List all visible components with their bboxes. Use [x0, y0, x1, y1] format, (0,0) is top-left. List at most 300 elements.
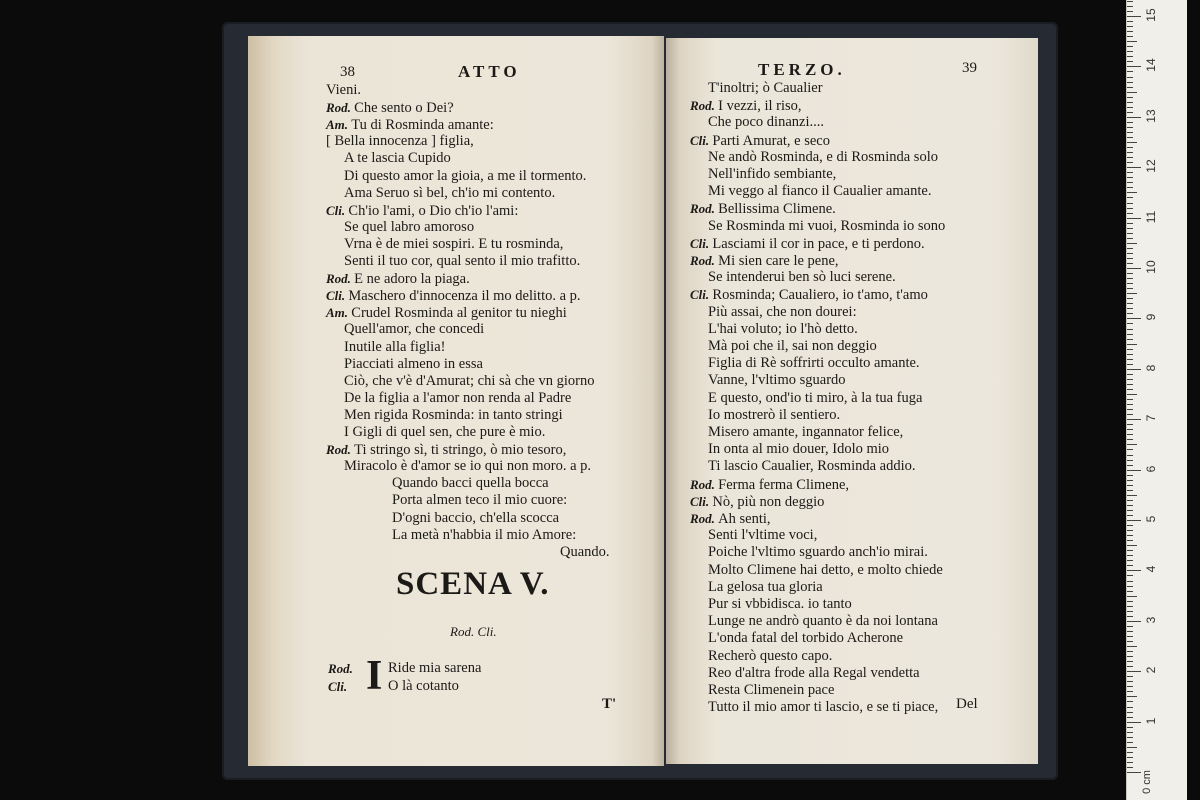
line-text: Bellissima Climene.	[718, 201, 836, 218]
ruler-tick	[1127, 510, 1133, 511]
ruler-tick	[1127, 187, 1133, 188]
ruler-unit-label: 0 cm	[1140, 770, 1153, 794]
line-text: Ride mia sarena	[388, 660, 482, 676]
ruler-tick	[1127, 570, 1141, 571]
text-line	[690, 235, 925, 253]
ruler-tick	[1127, 681, 1133, 682]
ruler-tick	[1127, 132, 1133, 133]
ruler-tick	[1127, 560, 1133, 561]
drop-cap-initial: I	[366, 653, 383, 699]
speaker-label: Cli.	[326, 288, 349, 304]
text-line	[344, 150, 451, 167]
ruler-tick	[1127, 707, 1133, 708]
ruler-tick	[1127, 167, 1141, 168]
text-line	[326, 133, 474, 150]
ruler-tick	[1127, 127, 1133, 128]
ruler-tick	[1127, 11, 1133, 12]
ruler-tick	[1127, 455, 1133, 456]
line-text: Io mostrerò il sentiero.	[708, 406, 841, 423]
text-line	[344, 458, 591, 475]
line-text: Più assai, che non dourei:	[708, 303, 857, 320]
ruler-tick	[1127, 621, 1141, 622]
ruler-number: 9	[1144, 314, 1158, 321]
line-text: Poiche l'vltimo sguardo anch'io mirai.	[708, 544, 928, 561]
ruler-tick	[1127, 318, 1141, 319]
text-line	[326, 99, 454, 117]
ruler-tick	[1127, 404, 1133, 405]
text-line	[708, 321, 858, 338]
ruler-tick	[1127, 581, 1133, 582]
ruler-tick	[1127, 434, 1133, 435]
ruler-tick	[1127, 772, 1141, 773]
text-line	[344, 390, 571, 407]
text-line	[708, 407, 840, 424]
text-line	[708, 527, 817, 544]
ruler-tick	[1127, 460, 1133, 461]
scene-title: SCENA V.	[396, 566, 550, 602]
ruler-tick	[1127, 656, 1133, 657]
ruler-tick	[1127, 394, 1137, 395]
text-line	[344, 424, 545, 441]
ruler-tick	[1127, 323, 1133, 324]
ruler-tick	[1127, 142, 1137, 143]
ruler-tick	[1127, 565, 1133, 566]
text-line	[708, 338, 877, 355]
text-line	[708, 562, 943, 579]
ruler-tick	[1127, 747, 1137, 748]
ruler-tick	[1127, 6, 1133, 7]
ruler-tick	[1127, 177, 1133, 178]
ruler-tick	[1127, 419, 1141, 420]
line-text: Che poco dinanzi....	[708, 114, 824, 131]
ruler-number: 8	[1144, 364, 1158, 372]
speaker-label: Rod.	[690, 476, 719, 492]
right-page	[666, 38, 1038, 764]
ruler-tick	[1127, 449, 1133, 450]
ruler-tick	[1127, 263, 1133, 264]
speaker-label: Rod.	[690, 253, 719, 268]
text-line	[690, 200, 836, 218]
text-line	[326, 304, 567, 322]
line-text: I Gigli di quel sen, che pure è mio.	[344, 424, 546, 440]
ruler-tick	[1127, 137, 1133, 138]
text-line	[344, 168, 586, 185]
page-number-right: 39	[962, 60, 977, 76]
line-text: T'inoltri; ò Caualier	[708, 80, 823, 96]
ruler-tick	[1127, 344, 1137, 345]
ruler-tick	[1127, 157, 1133, 158]
ruler-tick	[1127, 555, 1133, 556]
speaker-label: Rod.	[328, 661, 353, 676]
text-line	[326, 82, 361, 99]
ruler-number: 12	[1144, 159, 1158, 173]
ruler-tick	[1127, 329, 1133, 330]
speaker-label: Cli.	[328, 679, 348, 694]
line-text: Lunge ne andrò quanto è da noi lontana	[708, 613, 938, 630]
ruler-tick	[1127, 364, 1133, 365]
text-line	[708, 114, 824, 131]
ruler-tick	[1127, 97, 1133, 98]
line-text: Inutile alla figlia!	[344, 338, 446, 355]
line-text: A te lascia Cupido	[344, 150, 451, 167]
line-text: E questo, ond'io ti miro, à la tua fuga	[708, 389, 923, 406]
speaker-label: Cli.	[690, 493, 713, 509]
ruler-tick	[1127, 359, 1133, 360]
ruler-number: 11	[1144, 210, 1158, 223]
text-line	[690, 476, 849, 494]
text-line	[708, 269, 896, 286]
ruler-tick	[1127, 601, 1133, 602]
ruler-tick	[1127, 233, 1133, 234]
line-text: [ Bella innocenza ] figlia,	[326, 133, 474, 150]
ruler-tick	[1127, 102, 1133, 103]
line-text: Misero amante, ingannator felice,	[708, 424, 904, 440]
ruler-tick	[1127, 495, 1137, 496]
speaker-label: Am.	[326, 305, 352, 321]
line-text: L'onda fatal del torbido Acherone	[708, 630, 904, 647]
line-text: Vrna è de miei sospiri. E tu rosminda,	[344, 235, 564, 252]
ruler-tick	[1127, 51, 1133, 52]
text-line	[690, 97, 802, 115]
line-text: Ciò, che v'è d'Amurat; chi sà che vn giorno	[344, 372, 595, 389]
ruler-tick	[1127, 636, 1133, 637]
ruler-tick	[1127, 646, 1137, 647]
ruler-tick	[1127, 66, 1141, 67]
ruler-tick	[1127, 626, 1133, 627]
ruler-tick	[1127, 439, 1133, 440]
ruler-tick	[1127, 767, 1133, 768]
ruler-tick	[1127, 691, 1133, 692]
ruler-tick	[1127, 596, 1137, 597]
line-text: Ti stringo sì, ti stringo, ò mio tesoro,	[354, 442, 567, 459]
line-text: Che sento o Dei?	[354, 100, 454, 117]
ruler-tick	[1127, 631, 1133, 632]
line-text: Senti il tuo cor, qual sento il mio trafitto.	[344, 253, 581, 269]
text-line	[708, 424, 903, 441]
line-text: Tutto il mio amor ti lascio, e se ti piace,	[708, 699, 939, 716]
ruler-tick	[1127, 248, 1133, 249]
speaker-label: Rod.	[326, 442, 355, 458]
text-line	[708, 372, 846, 389]
text-line	[690, 510, 771, 528]
ruler-tick	[1127, 515, 1133, 516]
ruler-tick	[1127, 21, 1133, 22]
catchword-right: Del	[956, 696, 978, 712]
ruler-tick	[1127, 303, 1133, 304]
line-text: L'hai voluto; io l'hò detto.	[708, 320, 858, 337]
ruler-tick	[1127, 712, 1133, 713]
text-line	[708, 579, 823, 596]
ruler-tick	[1127, 575, 1133, 576]
line-text: Se Rosminda mi vuoi, Rosminda io sono	[708, 217, 946, 234]
line-text: Nell'infido sembiante,	[708, 166, 837, 182]
ruler-tick	[1127, 268, 1141, 269]
line-text: Se intenderui ben sò luci serene.	[708, 269, 896, 286]
ruler-number: 14	[1144, 58, 1158, 73]
ruler-tick	[1127, 535, 1133, 536]
ruler-tick	[1127, 213, 1133, 214]
ruler-tick	[1127, 298, 1133, 299]
ruler-tick	[1127, 409, 1133, 410]
ruler-tick	[1127, 203, 1133, 204]
ruler-tick	[1127, 122, 1133, 123]
ruler-tick	[1127, 61, 1133, 62]
ruler-number: 4	[1144, 566, 1158, 573]
ruler-tick	[1127, 258, 1133, 259]
speaker-label: Cli.	[690, 132, 713, 148]
ruler-tick	[1127, 172, 1133, 173]
ruler-tick	[1127, 36, 1133, 37]
ruler-tick	[1127, 238, 1133, 239]
text-line	[344, 185, 555, 202]
speaker-label: Rod.	[690, 98, 719, 114]
text-line	[690, 252, 839, 270]
ruler-number: 3	[1144, 616, 1158, 624]
ruler-tick	[1127, 762, 1133, 763]
ruler-number: 2	[1144, 666, 1158, 674]
text-line	[708, 596, 852, 613]
text-line	[326, 441, 566, 459]
line-text: Quando.	[560, 543, 610, 560]
ruler-tick	[1127, 107, 1133, 108]
line-text: Crudel Rosminda al genitor tu nieghi	[351, 305, 567, 322]
text-line	[392, 492, 567, 509]
ruler-tick	[1127, 520, 1141, 521]
ruler-tick	[1127, 208, 1133, 209]
ruler-tick	[1127, 505, 1133, 506]
line-text: La gelosa tua gloria	[708, 578, 823, 595]
ruler-tick	[1127, 197, 1133, 198]
ruler-tick	[1127, 26, 1133, 27]
ruler-tick	[1127, 313, 1133, 314]
ruler-tick	[1127, 162, 1133, 163]
ruler-tick	[1127, 701, 1133, 702]
text-line	[344, 321, 484, 338]
ruler-tick	[1127, 278, 1133, 279]
ruler-tick	[1127, 288, 1133, 289]
line-text: Ti lascio Caualier, Rosminda addio.	[708, 458, 916, 475]
ruler-number: 6	[1144, 465, 1158, 472]
ruler-tick	[1127, 243, 1137, 244]
speaker-label: Cli.	[326, 202, 349, 218]
ruler-tick	[1127, 152, 1133, 153]
text-line	[344, 407, 563, 424]
line-text: Resta Climenein pace	[708, 682, 835, 698]
ruler-tick	[1127, 500, 1133, 501]
speaker-label: Rod.	[326, 100, 355, 116]
ruler-number: 7	[1144, 414, 1158, 422]
ruler-number: 10	[1144, 260, 1158, 274]
line-text: Rosminda; Caualiero, io t'amo, t'amo	[712, 287, 928, 304]
text-line	[392, 527, 576, 544]
line-text: Se quel labro amoroso	[344, 218, 475, 235]
ruler-tick	[1127, 666, 1133, 667]
ruler-tick	[1127, 369, 1141, 370]
line-text: Figlia di Rè soffrirti occulto amante.	[708, 355, 920, 372]
text-line	[344, 236, 563, 253]
ruler-tick	[1127, 228, 1133, 229]
text-line	[344, 219, 474, 236]
speaker-label: Cli.	[690, 235, 713, 251]
ruler-tick	[1127, 384, 1133, 385]
ruler-tick	[1127, 545, 1137, 546]
text-line	[708, 390, 922, 407]
ruler-tick	[1127, 414, 1133, 415]
text-line	[708, 149, 938, 166]
speaker-label: Am.	[326, 117, 352, 133]
ruler-tick	[1127, 444, 1137, 445]
ruler-tick	[1127, 71, 1133, 72]
ruler-tick	[1127, 686, 1133, 687]
line-text: Ama Seruo sì bel, ch'io mi contento.	[344, 184, 556, 201]
line-text: Mi veggo al fianco il Caualier amante.	[708, 183, 932, 200]
running-header-left: ATTO	[458, 62, 521, 81]
line-text: Ne andò Rosminda, e di Rosminda solo	[708, 148, 938, 165]
text-line	[326, 270, 470, 288]
line-text: Recherò questo capo.	[708, 647, 833, 664]
ruler-tick	[1127, 1, 1133, 2]
ruler-tick	[1127, 218, 1141, 219]
text-line	[708, 630, 903, 647]
ruler-tick	[1127, 374, 1133, 375]
ruler-tick	[1127, 757, 1133, 758]
text-line	[708, 304, 857, 321]
ruler-tick	[1127, 480, 1133, 481]
speaker-label: Rod.	[690, 201, 719, 217]
line-text: Men rigida Rosminda: in tanto stringi	[344, 406, 563, 423]
line-text: Ch'io l'ami, o Dio ch'io l'ami:	[348, 202, 519, 219]
text-line	[392, 510, 559, 527]
ruler-tick	[1127, 56, 1133, 57]
text-line	[326, 202, 518, 220]
measuring-ruler	[1126, 0, 1187, 800]
speaker-label: Cli.	[690, 287, 713, 303]
line-text: Vieni.	[326, 82, 361, 98]
line-text: Quando bacci quella bocca	[392, 475, 549, 492]
ruler-tick	[1127, 470, 1141, 471]
line-text: Di questo amor la gioia, a me il tormento.	[344, 167, 587, 184]
ruler-tick	[1127, 752, 1133, 753]
line-text: Pur si vbbidisca. io tanto	[708, 596, 852, 612]
ruler-tick	[1127, 722, 1141, 723]
line-text: In onta al mio douer, Idolo mio	[708, 441, 890, 458]
ruler-tick	[1127, 253, 1133, 254]
line-text: O là cotanto	[388, 678, 459, 694]
text-line	[708, 441, 889, 458]
ruler-tick	[1127, 87, 1133, 88]
text-line	[708, 183, 931, 200]
ruler-tick	[1127, 591, 1133, 592]
ruler-tick	[1127, 349, 1133, 350]
ruler-tick	[1127, 465, 1133, 466]
text-line	[690, 132, 830, 150]
line-text: Vanne, l'vltimo sguardo	[708, 372, 846, 389]
line-text: D'ogni baccio, ch'ella scocca	[392, 509, 560, 526]
text-line	[708, 458, 916, 475]
text-line	[708, 544, 928, 561]
line-text: Quell'amor, che concedi	[344, 321, 485, 338]
ruler-tick	[1127, 606, 1133, 607]
text-line	[344, 356, 483, 373]
ruler-number: 5	[1144, 515, 1158, 523]
ruler-tick	[1127, 339, 1133, 340]
text-line	[708, 665, 920, 682]
ruler-number: 13	[1144, 109, 1158, 123]
text-line	[326, 116, 494, 134]
ruler-tick	[1127, 399, 1133, 400]
ruler-tick	[1127, 283, 1133, 284]
ruler-number: 1	[1144, 717, 1158, 724]
ruler-tick	[1127, 485, 1133, 486]
left-page	[248, 36, 664, 766]
ruler-tick	[1127, 293, 1137, 294]
line-text: Miracolo è d'amor se io qui non moro. a p.	[344, 458, 592, 475]
line-text: Senti l'vltime voci,	[708, 527, 818, 544]
ruler-tick	[1127, 732, 1133, 733]
ruler-tick	[1127, 651, 1133, 652]
catchword-left: T'	[602, 696, 617, 712]
line-text: I vezzi, il riso,	[718, 98, 802, 115]
ruler-tick	[1127, 334, 1133, 335]
text-line	[344, 339, 445, 356]
ruler-tick	[1127, 92, 1137, 93]
ruler-tick	[1127, 77, 1133, 78]
line-text: Lasciami il cor in pace, e ti perdono.	[712, 235, 925, 252]
ruler-tick	[1127, 429, 1133, 430]
ruler-tick	[1127, 525, 1133, 526]
ruler-tick	[1127, 475, 1133, 476]
ruler-tick	[1127, 676, 1133, 677]
line-text: Ferma ferma Climene,	[718, 476, 850, 493]
text-line	[708, 80, 823, 97]
ruler-tick	[1127, 389, 1133, 390]
ruler-tick	[1127, 550, 1133, 551]
ruler-tick	[1127, 192, 1137, 193]
running-header-right: TERZO.	[758, 60, 846, 79]
ruler-tick	[1127, 308, 1133, 309]
ruler-tick	[1127, 671, 1141, 672]
ruler-tick	[1127, 727, 1133, 728]
ruler-tick	[1127, 696, 1137, 697]
ruler-tick	[1127, 737, 1133, 738]
text-line	[708, 699, 938, 716]
page-number-left: 38	[340, 64, 355, 80]
text-line	[690, 286, 928, 304]
text-line	[344, 373, 594, 390]
text-line	[326, 287, 581, 305]
ruler-tick	[1127, 273, 1133, 274]
ruler-tick	[1127, 41, 1137, 42]
ruler-tick	[1127, 182, 1133, 183]
text-line	[708, 648, 832, 665]
ruler-tick	[1127, 223, 1133, 224]
line-text: Ah senti,	[718, 511, 771, 527]
ruler-tick	[1127, 641, 1133, 642]
text-line	[708, 682, 834, 699]
ruler-tick	[1127, 424, 1133, 425]
text-line	[708, 166, 836, 183]
ruler-tick	[1127, 611, 1133, 612]
ruler-tick	[1127, 540, 1133, 541]
ruler-tick	[1127, 46, 1133, 47]
ruler-tick	[1127, 82, 1133, 83]
line-text: Mà poi che il, sai non deggio	[708, 338, 877, 354]
line-text: E ne adoro la piaga.	[354, 271, 470, 288]
line-text: Nò, più non deggio	[712, 493, 825, 510]
ruler-tick	[1127, 742, 1133, 743]
line-text: Porta almen teco il mio cuore:	[392, 492, 568, 509]
line-text: Piacciati almeno in essa	[344, 355, 483, 372]
